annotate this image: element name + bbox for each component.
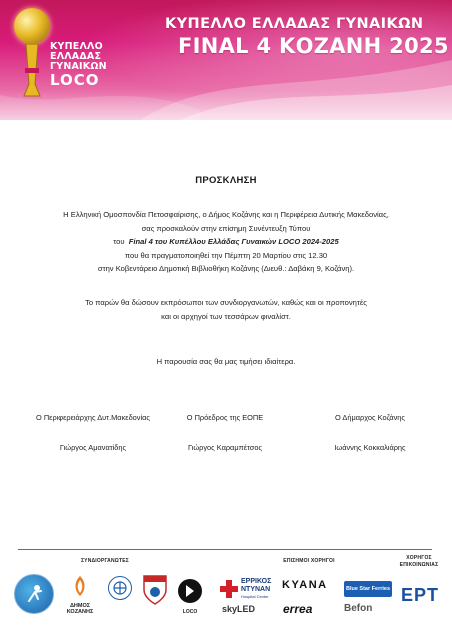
- errikos-text: [241, 578, 271, 601]
- banner-subtitle: FINAL 4 ΚΟΖΑΝΗ 2025: [178, 34, 449, 58]
- invite-line-4: που θα πραγματοποιηθεί την Πέμπτη 20 Μαρτίου στις 12.30: [124, 250, 328, 260]
- media-sponsor-label: [393, 555, 445, 568]
- befon-logo: Befon: [344, 603, 373, 614]
- sponsors-label: ΕΠΙΣΗΜΟΙ ΧΟΡΗΓΟΙ: [283, 558, 335, 564]
- invite-line-3: [0, 235, 452, 249]
- logo-brand: LOCO: [50, 71, 100, 89]
- dimos-text-line2: ΚΟΖΑΝΗΣ: [66, 609, 94, 615]
- logo-line1: ΚΥΠΕΛΛΟ: [50, 41, 103, 52]
- organizers-label: ΣΥΝΔΙΟΡΓΑΝΩΤΕΣ: [80, 558, 130, 564]
- signatory-role-federation-president: Ο Πρόεδρος της ΕΟΠΕ: [186, 413, 264, 422]
- signatory-name-federation-president: Γιώργος Καραμπέτσος: [187, 443, 263, 452]
- loco-circle-icon: [177, 578, 203, 604]
- shield-icon: [142, 572, 168, 606]
- cup-stem-icon: [22, 44, 42, 100]
- signatory-role-mayor: Ο Δήμαρχος Κοζάνης: [335, 413, 405, 422]
- invite-line-5: στην Κοβεντάρειο Δημοτική Βιβλιοθήκη Κοζάνης (Διευθ.: Δαβάκη 9, Κοζάνη).: [97, 264, 355, 273]
- federation-logo: [14, 574, 54, 614]
- errikos-line3: Hospital Center: [241, 594, 269, 599]
- logo-line2: ΕΛΛΑΔΑΣ: [50, 51, 102, 62]
- region-west-macedonia-logo: [108, 576, 132, 600]
- loco-text: LOCO: [182, 609, 198, 615]
- loco-sponsor-logo: [176, 578, 204, 618]
- errikos-line2: ΝΤΥΝΑΝ: [241, 585, 271, 593]
- errea-logo: errea: [283, 602, 313, 616]
- banner-title: ΚΥΠΕΛΛΟ ΕΛΛΑΔΑΣ ΓΥΝΑΙΚΩΝ: [165, 16, 424, 32]
- attendance-paragraph: [0, 296, 452, 323]
- municipality-kozani-logo: [62, 574, 98, 618]
- media-label-line1: ΧΟΡΗΓΟΣ: [406, 555, 432, 561]
- invitation-paragraph: [0, 208, 452, 276]
- invite-line-1: Η Ελληνική Ομοσπονδία Πετοσφαίρισης, ο Δήμος Κοζάνης και η Περιφέρεια Δυτικής Μακεδονίας,: [63, 210, 389, 219]
- kozani-crest-icon: [62, 574, 98, 598]
- errikos-ntynan-logo: [220, 578, 288, 600]
- signatory-role-regional-governor: Ο Περιφερειάρχης Δυτ.Μακεδονίας: [36, 413, 150, 422]
- invite-line-3-prefix: του: [113, 237, 125, 246]
- document-heading: ΠΡΟΣΚΛΗΣΗ: [195, 175, 257, 186]
- signatory-name-mayor: Ιωάννης Κοκκαλιάρης: [334, 443, 406, 452]
- signatory-name-regional-governor: Γιώργος Αμανατίδης: [59, 443, 127, 452]
- logo-line3: ΓΥΝΑΙΚΩΝ: [50, 61, 107, 72]
- club-shield-logo: [142, 572, 168, 606]
- dimos-text-line1: ΔΗΜΟΣ: [69, 603, 91, 609]
- red-cross-icon: [220, 580, 238, 598]
- volleyball-player-icon: [23, 583, 45, 605]
- event-name: Final 4 του Κυπέλλου Ελλάδας Γυναικών LOCO 2024-2025: [128, 237, 339, 246]
- header-banner: [0, 0, 452, 120]
- bluestar-ferries-logo: Blue Star Ferries: [344, 581, 392, 597]
- cup-logo: [8, 8, 128, 108]
- cup-logo-text: [50, 42, 130, 89]
- attend-line-1: Το παρών θα δώσουν εκπρόσωποι των συνδιοργανωτών, καθώς και οι προπονητές: [85, 298, 367, 307]
- media-label-line2: ΕΠΙΚΟΙΝΩΝΙΑΣ: [399, 561, 439, 568]
- volleyball-icon: [14, 8, 50, 44]
- kyana-logo: KYANA: [282, 579, 328, 591]
- invite-line-2: σας προσκαλούν στην επίσημη Συνέντευξη Τύπου: [141, 223, 311, 233]
- attend-line-2: και οι αρχηγοί των τεσσάρων φιναλίστ.: [161, 311, 291, 321]
- skyled-logo: skyLED: [222, 604, 256, 614]
- ert-logo: ΕΡΤ: [400, 585, 439, 605]
- closing-line: Η παρουσία σας θα μας τιμήσει ιδιαίτερα.: [156, 357, 296, 366]
- region-emblem-icon: [112, 580, 128, 596]
- footer-divider: [18, 549, 432, 550]
- errikos-line1: ΕΡΡΙΚΟΣ: [241, 578, 272, 585]
